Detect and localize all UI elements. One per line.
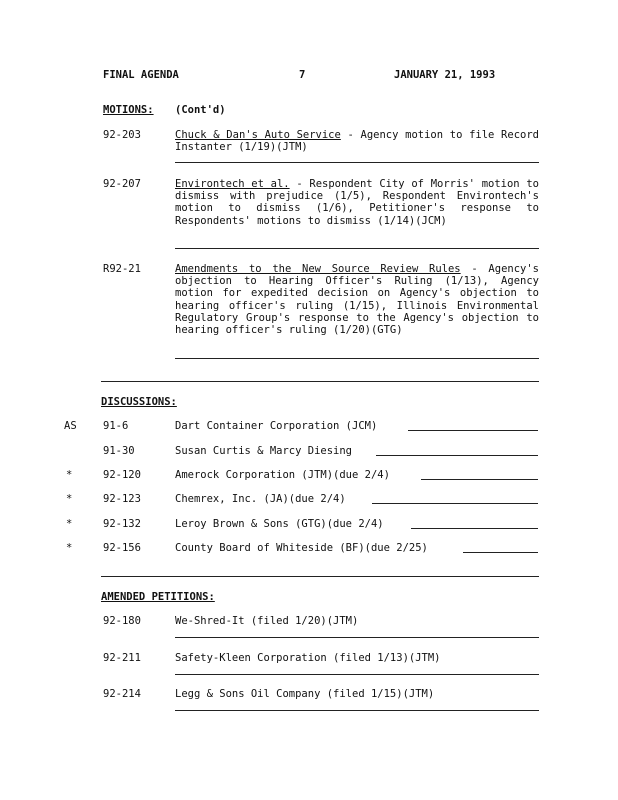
discussion-marker: * (66, 493, 73, 505)
discussion-marker: * (66, 469, 73, 481)
discussion-number: 91-6 (103, 420, 129, 432)
discussion-leader (421, 479, 538, 480)
petition-text: Legg & Sons Oil Company (filed 1/15)(JTM) (175, 688, 435, 700)
discussion-number: 92-156 (103, 542, 141, 554)
petition-text: We-Shred-It (filed 1/20)(JTM) (175, 615, 359, 627)
petition-number: 92-214 (103, 688, 141, 700)
discussion-text: Susan Curtis & Marcy Diesing (175, 445, 353, 457)
discussion-text: Leroy Brown & Sons (GTG)(due 2/4) (175, 518, 384, 530)
motion-text (175, 178, 539, 227)
motion-number: 92-203 (103, 129, 141, 141)
discussion-marker: * (66, 542, 73, 554)
discussion-text: Dart Container Corporation (JCM) (175, 420, 378, 432)
motion-rule (175, 248, 539, 249)
discussions-heading: DISCUSSIONS: (101, 396, 177, 408)
discussion-leader (463, 552, 538, 553)
motion-title: Environtech et al. (175, 178, 290, 190)
page-number: 7 (299, 69, 306, 81)
motion-description: - Agency motion to file Record Instanter (1/19)(JTM) (175, 129, 539, 154)
motions-heading: MOTIONS: (103, 104, 154, 116)
discussion-text: County Board of Whiteside (BF)(due 2/25) (175, 542, 428, 554)
agenda-title: FINAL AGENDA (103, 69, 179, 81)
petition-rule (175, 674, 539, 675)
motion-rule (175, 358, 539, 359)
motion-rule (175, 162, 539, 163)
discussion-number: 92-132 (103, 518, 141, 530)
discussion-number: 91-30 (103, 445, 135, 457)
petition-number: 92-211 (103, 652, 141, 664)
motion-title: Amendments to the New Source Review Rules (175, 263, 461, 275)
discussion-number: 92-120 (103, 469, 141, 481)
motion-title: Chuck & Dan's Auto Service (175, 129, 341, 141)
motion-text (175, 263, 539, 336)
discussion-marker: AS (64, 420, 77, 432)
motion-description: - Respondent City of Morris' motion to dismiss with prejudice (1/5), Respondent Environtech's motion to dismiss (1/6), Petitioner's response to Respondents' motions to dismiss (1/14)(JCM) (175, 178, 539, 227)
motion-text (175, 129, 539, 153)
petition-rule (175, 710, 539, 711)
discussion-leader (376, 455, 538, 456)
petition-number: 92-180 (103, 615, 141, 627)
petition-rule (175, 637, 539, 638)
discussion-leader (408, 430, 538, 431)
motion-number: R92-21 (103, 263, 141, 275)
discussion-leader (411, 528, 538, 529)
amended-petitions-heading: AMENDED PETITIONS: (101, 591, 215, 603)
motion-description: - Agency's objection to Hearing Officer's Ruling (1/13), Agency motion for expedited decision on Agency's objection to hearing officer's ruling (1/15), Illinois Environmental Regulatory Group's response to the Agency's objection to hearing officer's ruling (1/20)(GTG) (175, 263, 539, 337)
motions-cont: (Cont'd) (175, 104, 226, 116)
discussion-leader (372, 503, 538, 504)
section-divider (101, 381, 539, 382)
section-divider (101, 576, 539, 577)
agenda-date: JANUARY 21, 1993 (394, 69, 496, 81)
discussion-text: Chemrex, Inc. (JA)(due 2/4) (175, 493, 346, 505)
motion-number: 92-207 (103, 178, 141, 190)
discussion-marker: * (66, 518, 73, 530)
discussion-text: Amerock Corporation (JTM)(due 2/4) (175, 469, 390, 481)
petition-text: Safety-Kleen Corporation (filed 1/13)(JTM) (175, 652, 441, 664)
discussion-number: 92-123 (103, 493, 141, 505)
